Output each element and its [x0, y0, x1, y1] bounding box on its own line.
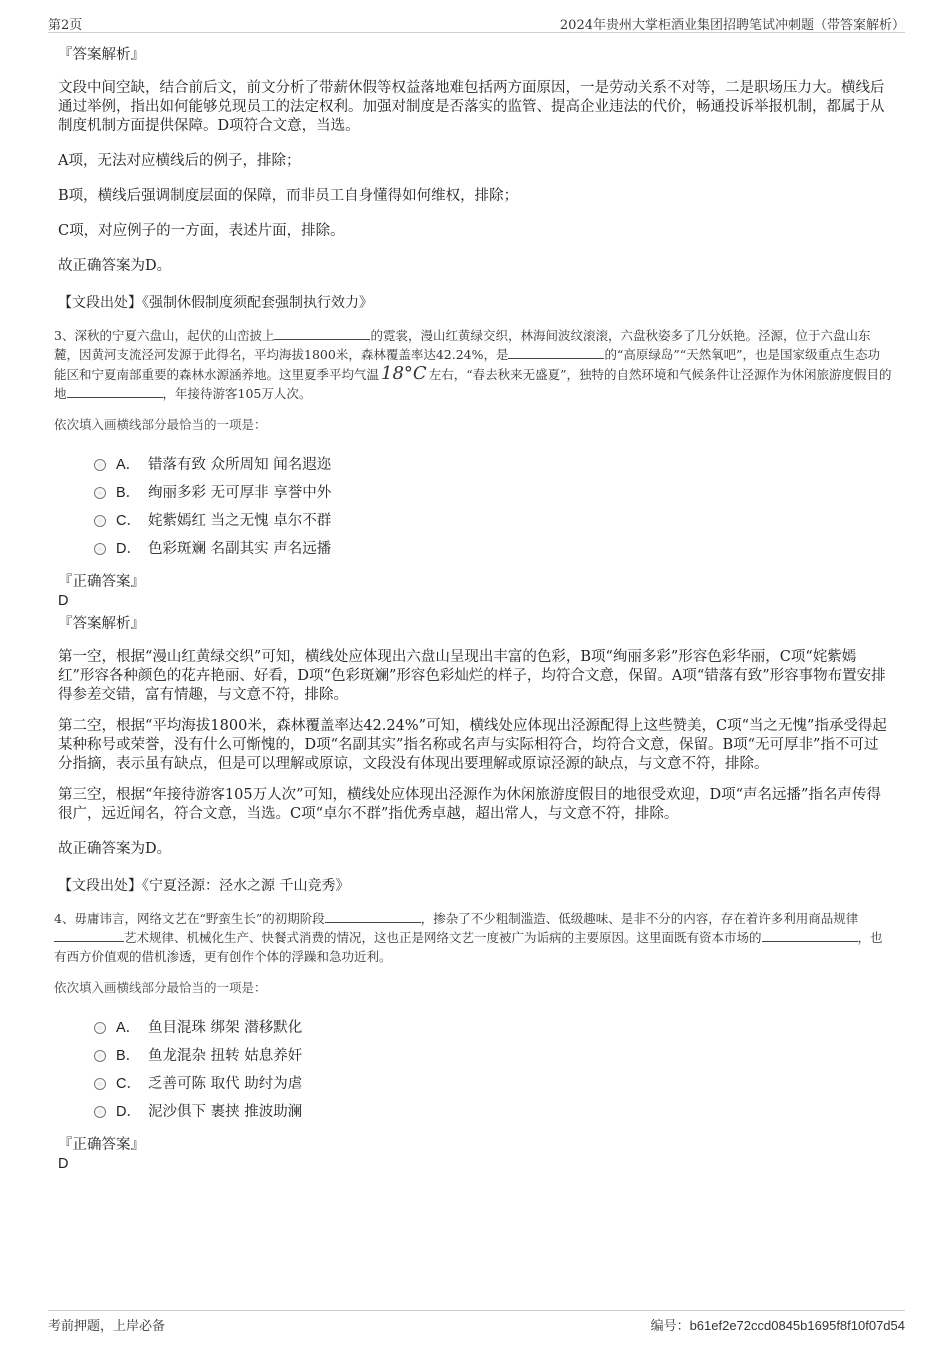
question-prompt: 依次填入画横线部分最恰当的一项是： — [54, 417, 267, 432]
radio-icon[interactable] — [94, 1106, 106, 1118]
option-text: 绚丽多彩 无可厚非 享誉中外 — [148, 484, 332, 501]
analysis-paragraph: B项，横线后强调制度层面的保障，而非员工自身懂得如何维权，排除； — [58, 188, 519, 204]
option-text: 鱼目混珠 绑架 潜移默化 — [148, 1019, 303, 1036]
page-footer — [48, 1310, 905, 1333]
analysis-paragraph: C项，对应例子的一方面，表述片面，排除。 — [58, 223, 345, 239]
option-b[interactable] — [94, 1040, 892, 1068]
option-c[interactable] — [94, 505, 892, 533]
analysis-conclusion: 故正确答案为D。 — [58, 841, 172, 857]
option-letter: D． — [116, 540, 141, 557]
analysis-label: 『答案解析』 — [58, 47, 145, 63]
question-text: ，也有西方价值观的借机渗透，更有创作个体的浮躁和急功近利。 — [54, 930, 883, 964]
question-text: ，年接待游客105万人次。 — [162, 386, 312, 401]
radio-icon[interactable] — [94, 459, 106, 471]
radio-icon[interactable] — [94, 487, 106, 499]
question-3-stem — [54, 326, 892, 403]
fill-blank — [508, 346, 604, 359]
option-text: 姹紫嫣红 当之无愧 卓尔不群 — [148, 512, 332, 529]
correct-answer: D — [58, 1156, 69, 1172]
option-b[interactable] — [94, 477, 892, 505]
page-number: 第2页 — [48, 18, 83, 33]
fill-blank — [54, 929, 124, 942]
fill-blank — [274, 327, 370, 340]
analysis-paragraph: A项，无法对应横线后的例子，排除； — [58, 153, 301, 169]
question-4-stem — [54, 909, 892, 966]
question-text: 的霓裳，漫山红黄绿交织，林海间波纹滚滚，六盘秋姿多了几分妖艳。泾源，位于六盘山东麓，因黄河支流泾河发源于此得名，平均海拔1800米，森林覆盖率达42.24%，是 — [54, 328, 871, 362]
document-body — [54, 46, 892, 1178]
option-letter: C． — [116, 1075, 141, 1092]
option-a[interactable] — [94, 1012, 892, 1040]
correct-answer-label: 『正确答案』 — [58, 574, 145, 590]
option-letter: D． — [116, 1103, 141, 1120]
footer-slogan: 考前押题，上岸必备 — [48, 1319, 166, 1334]
option-text: 鱼龙混杂 扭转 姑息养奸 — [148, 1047, 303, 1064]
fill-blank — [67, 385, 163, 398]
fill-blank — [762, 929, 858, 942]
option-text: 泥沙俱下 裹挟 推波助澜 — [148, 1103, 303, 1120]
question-text: 4、毋庸讳言，网络文艺在“野蛮生长”的初期阶段 — [54, 911, 325, 926]
question-prompt: 依次填入画横线部分最恰当的一项是： — [54, 980, 267, 995]
correct-answer: D — [58, 593, 69, 609]
document-serial: 编号：b61ef2e72ccd0845b1695f8f10f07d54 — [650, 1318, 905, 1333]
option-d[interactable] — [94, 533, 892, 561]
analysis-paragraph: 第三空，根据“年接待游客105万人次”可知，横线处应体现出泾源作为休闲旅游度假目的地很受欢迎，D项“声名远播”指名声传得很广，远近闻名，符合文意，当选。C项“卓尔不群”指优秀卓越，超出常人，与文意不符，排除。 — [58, 787, 881, 822]
question-text: 3、深秋的宁夏六盘山，起伏的山峦披上 — [54, 328, 275, 343]
question-4-options — [94, 1012, 892, 1124]
analysis-paragraph: 文段中间空缺，结合前后文，前文分析了带薪休假等权益落地难包括两方面原因，一是劳动关系不对等，二是职场压力大。横线后通过举例，指出如何能够兑现员工的法定权利。加强对制度是否落实的监管、提高企业违法的代价，畅通投诉举报机制，都属于从制度机制方面提供保障。D项符合文意，当选。 — [58, 80, 885, 134]
option-letter: C． — [116, 512, 141, 529]
option-letter: B． — [116, 1047, 141, 1064]
analysis-paragraph: 第二空，根据“平均海拔1800米，森林覆盖率达42.24%”可知，横线处应体现出泾源配得上这些赞美，C项“当之无愧”指承受得起某种称号或荣誉，没有什么可惭愧的，D项“名副其实”指名称或名声与实际相符合，均符合文意，保留。B项“无可厚非”指不可过分指摘，表示虽有缺点，但是可以理解或原谅，文段没有体现出要理解或原谅泾源的缺点，与文意不符，排除。 — [58, 718, 887, 772]
correct-answer-label: 『正确答案』 — [58, 1137, 145, 1153]
question-text: 艺术规律、机械化生产、快餐式消费的情况，这也正是网络文艺一度被广为诟病的主要原因。这里面既有资本市场的 — [124, 930, 762, 945]
radio-icon[interactable] — [94, 1050, 106, 1062]
document-title: 2024年贵州大掌柜酒业集团招聘笔试冲刺题（带答案解析） — [559, 18, 905, 33]
radio-icon[interactable] — [94, 1078, 106, 1090]
page-header — [48, 14, 905, 33]
option-c[interactable] — [94, 1068, 892, 1096]
option-letter: B． — [116, 484, 141, 501]
option-text: 色彩斑斓 名副其实 声名远播 — [148, 540, 332, 557]
source-citation: 【文段出处】《强制休假制度须配套强制执行效力》 — [58, 295, 373, 311]
radio-icon[interactable] — [94, 1022, 106, 1034]
option-d[interactable] — [94, 1096, 892, 1124]
source-citation: 【文段出处】《宁夏泾源：泾水之源 千山竞秀》 — [58, 878, 350, 894]
analysis-label: 『答案解析』 — [58, 616, 145, 632]
analysis-conclusion: 故正确答案为D。 — [58, 258, 172, 274]
question-3-options — [94, 449, 892, 561]
option-letter: A． — [116, 1019, 141, 1036]
fill-blank — [325, 910, 421, 923]
question-text: ，掺杂了不少粗制滥造、低级趣味、是非不分的内容，存在着许多利用商品规律 — [420, 911, 859, 926]
option-a[interactable] — [94, 449, 892, 477]
radio-icon[interactable] — [94, 543, 106, 555]
option-text: 乏善可陈 取代 助纣为虐 — [148, 1075, 303, 1092]
option-text: 错落有致 众所周知 闻名遐迩 — [148, 456, 332, 473]
question-text: 左右，“春去秋来无盛夏”，独特的自然环境和气候条件让泾源作为休闲旅游度假目的地 — [54, 367, 892, 401]
question-text: 的“高原绿岛”“天然氧吧”，也是国家级重点生态功能区和宁夏南部重要的森林水源涵养地。这里夏季平均气温 — [54, 347, 881, 382]
radio-icon[interactable] — [94, 515, 106, 527]
option-letter: A． — [116, 456, 141, 473]
analysis-paragraph: 第一空，根据“漫山红黄绿交织”可知，横线处应体现出六盘山呈现出丰富的色彩，B项“绚丽多彩”形容色彩华丽，C项“姹紫嫣红”形容各种颜色的花卉艳丽、好看，D项“色彩斑斓”形容色彩灿烂的样子，均符合文意，保留。A项“错落有致”形容事物布置安排得参差交错，富有情趣，与文意不符，排除。 — [58, 649, 886, 703]
temperature-formula: 18°C — [381, 363, 427, 384]
